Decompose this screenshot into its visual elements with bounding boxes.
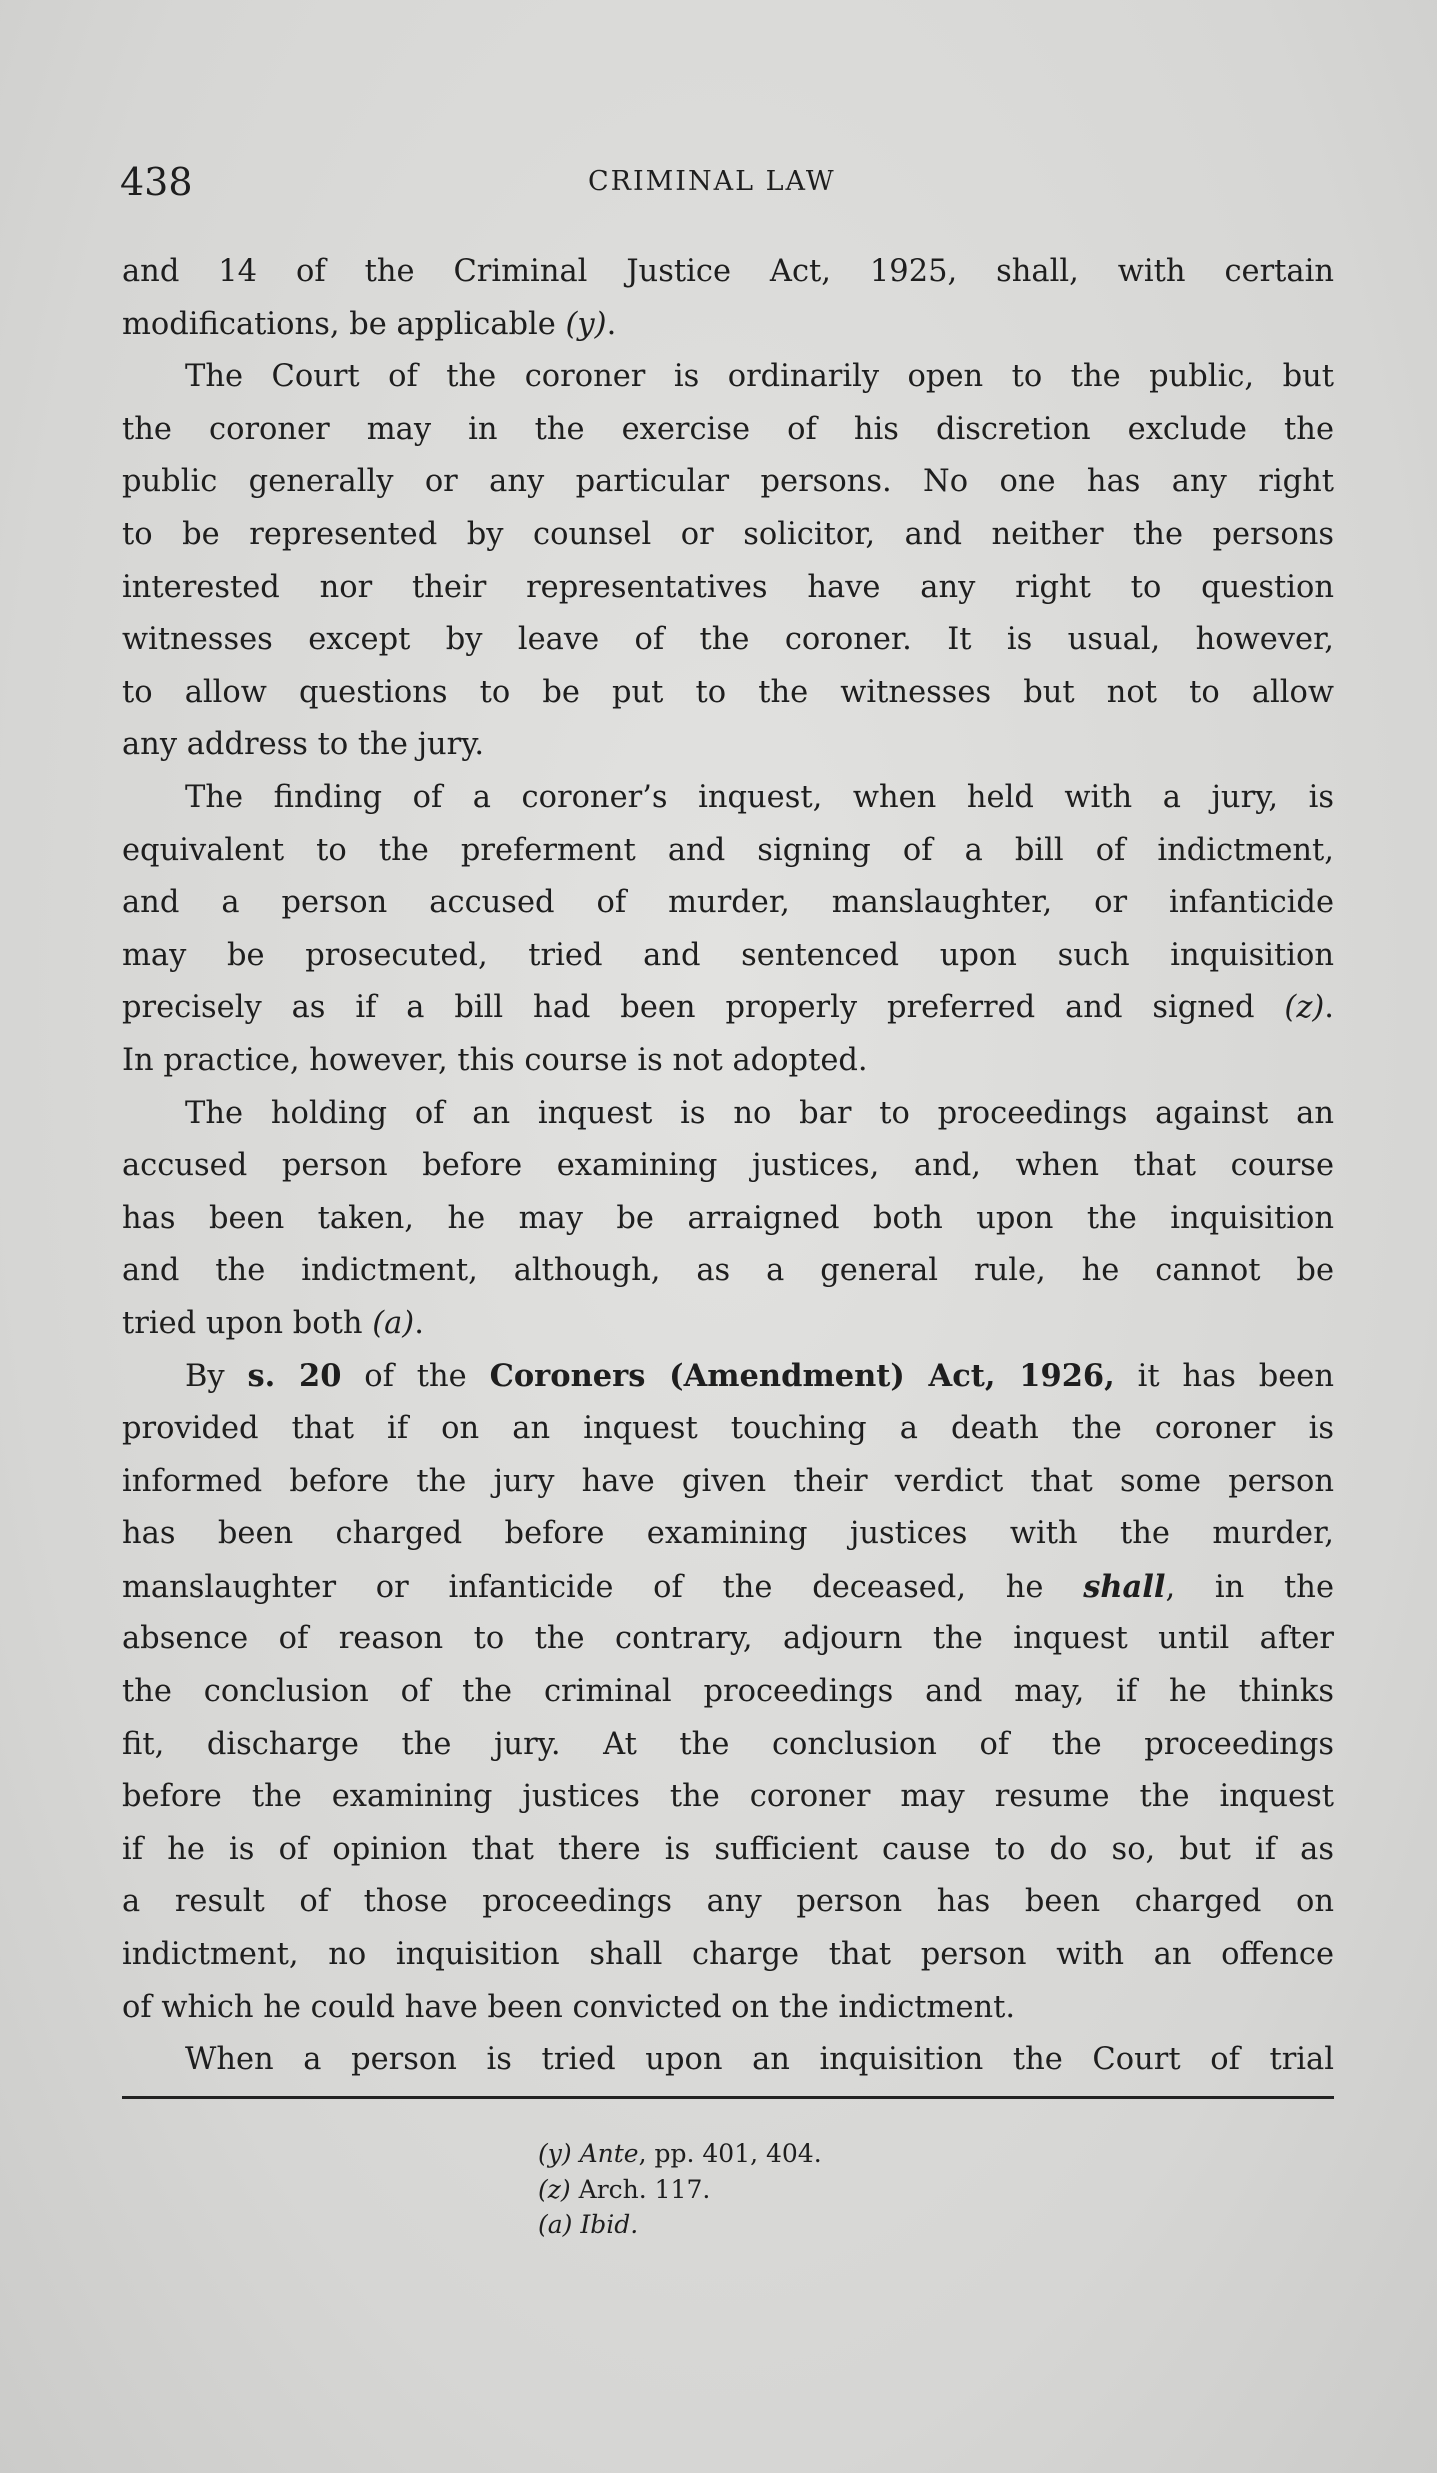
paragraph — [122, 1088, 1334, 1351]
paragraph — [122, 2034, 1334, 2087]
text-line — [122, 1456, 1334, 1509]
text-line — [122, 1350, 1334, 1403]
text-run: When a person is tried upon an inquisition the Court of trial — [185, 2042, 1334, 2078]
text-line — [122, 1876, 1334, 1929]
text-run: Ibid. — [580, 2210, 639, 2239]
text-line — [122, 1193, 1334, 1246]
text-run: (y) — [538, 2139, 572, 2168]
text-line — [122, 1719, 1334, 1772]
text-line — [122, 930, 1334, 983]
footnotes — [538, 2136, 822, 2243]
text-line — [122, 351, 1334, 404]
text-run: , in the — [1165, 1569, 1335, 1605]
text-line — [122, 1403, 1334, 1456]
text-line — [122, 1771, 1334, 1824]
text-run: public generally or any particular persons. No one has any right — [122, 464, 1334, 500]
footnote — [538, 2207, 822, 2243]
text-line — [122, 825, 1334, 878]
text-run: of which he could have been convicted on the indictment. — [122, 1989, 1016, 2025]
text-run: equivalent to the preferment and signing of a bill of indictment, — [122, 832, 1334, 868]
text-run: informed before the jury have given their verdict that some person — [122, 1463, 1334, 1499]
text-run: The holding of an inquest is no bar to proceedings against an — [185, 1095, 1334, 1131]
text-run: any address to the jury. — [122, 727, 485, 763]
text-run: , pp. 401, 404. — [638, 2139, 822, 2168]
text-line — [122, 562, 1334, 615]
footnote-divider — [122, 2096, 1334, 2099]
text-line — [122, 2034, 1334, 2087]
text-run: accused person before examining justices, and, when that course — [122, 1148, 1334, 1184]
footnote — [538, 2136, 822, 2172]
text-run: and 14 of the Criminal Justice Act, 1925, shall, with certain — [122, 254, 1334, 289]
text-line — [122, 1982, 1334, 2035]
text-run: the conclusion of the criminal proceedings and may, if he thinks — [122, 1674, 1334, 1710]
text-run: (a) — [538, 2210, 573, 2239]
text-run: The finding of a coroner’s inquest, when held with a jury, is — [185, 779, 1334, 815]
text-line — [122, 1666, 1334, 1719]
text-run: precisely as if a bill had been properly preferred and signed — [122, 990, 1285, 1026]
text-run: provided that if on an inquest touching a death the coroner is — [122, 1411, 1334, 1447]
text-run: Coroners (Amendment) Act, 1926, — [489, 1358, 1115, 1395]
text-run: it has been — [1114, 1359, 1335, 1395]
text-run: and a person accused of murder, manslaughter, or infanticide — [122, 885, 1334, 921]
text-line — [122, 614, 1334, 667]
text-run: if he is of opinion that there is sufficient cause to do so, but if as — [122, 1831, 1334, 1867]
text-run: to allow questions to be put to the witnesses but not to allow — [122, 674, 1334, 710]
text-line — [122, 719, 1334, 772]
text-line — [122, 246, 1334, 299]
text-run: has been charged before examining justices with the murder, — [122, 1516, 1334, 1552]
footnote — [538, 2172, 822, 2208]
text-line — [122, 299, 1334, 352]
text-line — [122, 1298, 1334, 1351]
text-run: witnesses except by leave of the coroner. It is usual, however, — [122, 622, 1334, 658]
text-run: . — [414, 1305, 424, 1341]
text-run: Ante — [579, 2139, 639, 2168]
text-run: shall — [1083, 1568, 1166, 1605]
text-run: before the examining justices the coroner may resume the inquest — [122, 1779, 1334, 1815]
text-run: . — [606, 306, 617, 342]
text-run: . — [1324, 990, 1334, 1026]
text-run — [572, 2139, 580, 2168]
text-line — [122, 1561, 1334, 1614]
running-title: CRIMINAL LAW — [588, 166, 836, 197]
text-run: manslaughter or infanticide of the deceased, he — [122, 1569, 1084, 1605]
text-line — [122, 404, 1334, 457]
paragraph — [122, 772, 1334, 1088]
text-line — [122, 456, 1334, 509]
text-run: interested nor their representatives have any right to question — [122, 569, 1334, 605]
text-run: (z) — [538, 2174, 571, 2204]
text-line — [122, 667, 1334, 720]
text-run: The Court of the coroner is ordinarily open to the public, but — [185, 359, 1334, 395]
text-line — [122, 982, 1334, 1035]
text-run: (a) — [372, 1305, 415, 1341]
text-run: fit, discharge the jury. At the conclusion of the proceedings — [122, 1726, 1334, 1762]
text-run: has been taken, he may be arraigned both upon the inquisition — [122, 1200, 1334, 1236]
text-line — [122, 1245, 1334, 1298]
text-line — [122, 1929, 1334, 1982]
text-run: the coroner may in the exercise of his discretion exclude the — [122, 411, 1334, 447]
text-line — [122, 1140, 1334, 1193]
text-run: and the indictment, although, as a general rule, he cannot be — [122, 1253, 1334, 1289]
text-run: s. 20 — [247, 1358, 342, 1395]
body-text — [122, 246, 1334, 2087]
text-run: modifications, be applicable — [122, 306, 566, 342]
text-run: (z) — [1284, 990, 1325, 1026]
text-run: indictment, no inquisition shall charge that person with an offence — [122, 1937, 1334, 1972]
text-run: Arch. 117. — [570, 2174, 711, 2204]
text-run: (y) — [565, 306, 607, 342]
text-run: tried upon both — [122, 1305, 373, 1341]
text-run: In practice, however, this course is not adopted. — [122, 1042, 868, 1078]
text-line — [122, 509, 1334, 562]
text-run: By — [185, 1359, 248, 1395]
text-line — [122, 877, 1334, 930]
text-line — [122, 1613, 1334, 1666]
text-run: may be prosecuted, tried and sentenced upon such inquisition — [122, 937, 1334, 973]
text-line — [122, 1508, 1334, 1561]
text-run: of the — [341, 1359, 490, 1395]
text-line — [122, 772, 1334, 825]
text-line — [122, 1088, 1334, 1141]
paragraph — [122, 246, 1334, 351]
page-number: 438 — [120, 160, 193, 204]
text-run: a result of those proceedings any person has been charged on — [122, 1884, 1334, 1920]
text-run: absence of reason to the contrary, adjourn the inquest until after — [122, 1621, 1334, 1657]
text-run: to be represented by counsel or solicitor, and neither the persons — [122, 516, 1334, 552]
paragraph — [122, 351, 1334, 772]
text-line — [122, 1824, 1334, 1877]
text-line — [122, 1035, 1334, 1088]
paragraph — [122, 1350, 1334, 2034]
